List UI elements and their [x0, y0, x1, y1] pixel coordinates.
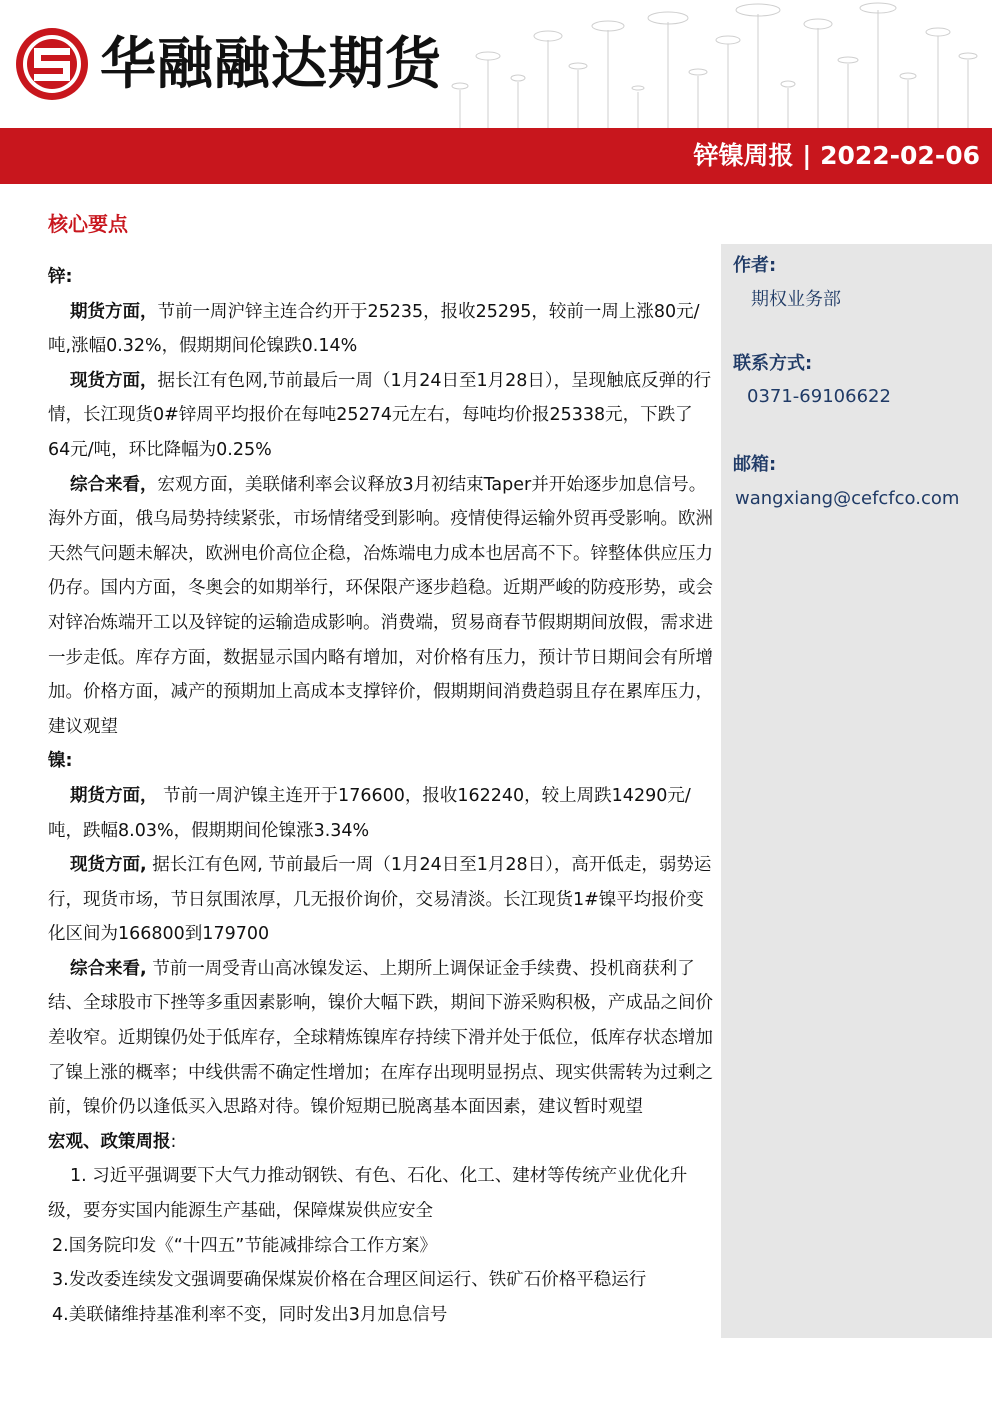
- contact-value: 0371-69106622: [747, 386, 891, 407]
- macro-heading: 宏观、政策周报: [48, 1131, 171, 1152]
- author-label: 作者:: [733, 255, 777, 276]
- nickel-summary-text: 节前一周受青山高冰镍发运、上期所上调保证金手续费、投机商获利了结、全球股市下挫等多重因素影响，镍价大幅下跌，期间下游采购积极，产成品之间价差收窄。近期镍仍处于低库存，全球精炼镍库存持续下滑并处于低位，低库存状态增加了镍上涨的概率；中线供需不确定性增加；在库存出现明显拐点、现实供需转为过剩之前，镍价仍以逢低买入思路对待。镍价短期已脱离基本面因素，建议暂时观望: [48, 958, 713, 1118]
- contact-label: 联系方式:: [733, 353, 813, 374]
- nickel-futures-lead: 期货方面，: [70, 785, 158, 806]
- nickel-spot-paragraph: [48, 848, 713, 952]
- macro-list-item: 3.发改委连续发文强调要确保煤炭价格在合理区间运行、铁矿石价格平稳运行: [52, 1270, 647, 1291]
- main-content: [48, 260, 713, 1332]
- zinc-spot-paragraph: [48, 364, 713, 468]
- nickel-summary-lead: 综合来看,: [70, 958, 147, 979]
- macro-list-item: 2.国务院印发《“十四五”节能减排综合工作方案》: [52, 1235, 437, 1256]
- nickel-heading: 镍:: [48, 751, 73, 772]
- nickel-summary-paragraph: [48, 952, 713, 1125]
- macro-list-item: 4.美联储维持基准利率不变，同时发出3月加息信号: [52, 1304, 448, 1325]
- zinc-summary-paragraph: [48, 468, 713, 745]
- macro-heading-line: [48, 1125, 713, 1160]
- zinc-futures-text: 节前一周沪锌主连合约开于25235，报收25295，较前一周上涨80元/吨,涨幅0.32%，假期期间伦镍跌0.14%: [48, 301, 700, 357]
- nickel-spot-lead: 现货方面,: [70, 855, 147, 876]
- email-label: 邮箱:: [733, 454, 777, 475]
- decorative-pattern: [440, 0, 992, 128]
- section-title: 核心要点: [48, 212, 128, 236]
- zinc-spot-text: 据长江有色网,节前最后一周（1月24日至1月28日），呈现触底反弹的行情，长江现货0#锌周平均报价在每吨25274元左右，每吨均价报25338元，下跌了64元/吨，环比降幅为0.25%: [48, 370, 712, 460]
- author-sidebar: [721, 244, 992, 1338]
- report-title: 锌镍周报 | 2022-02-06: [693, 141, 980, 170]
- macro-list-item: 1. 习近平强调要下大气力推动钢铁、有色、石化、化工、建材等传统产业优化升级，要夯实国内能源生产基础，保障煤炭供应安全: [48, 1166, 688, 1222]
- zinc-summary-text: 宏观方面，美联储利率会议释放3月初结束Taper并开始逐步加息信号。海外方面，俄乌局势持续紧张，市场情绪受到影响。疫情使得运输外贸再受影响。欧洲天然气问题未解决，欧洲电价高位企稳，冶炼端电力成本也居高不下。锌整体供应压力仍存。国内方面，冬奥会的如期举行，环保限产逐步趋稳。近期严峻的防疫形势，或会对锌冶炼端开工以及锌锭的运输造成影响。消费端，贸易商春节假期期间放假，需求进一步走低。库存方面，数据显示国内略有增加，对价格有压力，预计节日期间会有所增加。价格方面，减产的预期加上高成本支撑锌价，假期期间消费趋弱且存在累库压力，建议观望: [48, 474, 713, 737]
- zinc-spot-lead: 现货方面，: [70, 370, 158, 391]
- author-value: 期权业务部: [751, 289, 841, 310]
- macro-heading-colon: :: [170, 1131, 177, 1152]
- email-link[interactable]: wangxiang@cefcfco.com: [735, 488, 960, 509]
- nickel-futures-text: 节前一周沪镍主连开于176600，报收162240，较上周跌14290元/吨，跌幅8.03%，假期期间伦镍涨3.34%: [48, 785, 691, 841]
- zinc-heading: 锌:: [48, 267, 73, 287]
- nickel-futures-paragraph: [48, 779, 713, 848]
- company-logo-icon: [14, 26, 90, 102]
- brand-name: 华融融达期货: [100, 31, 442, 97]
- zinc-summary-lead: 综合来看，: [70, 474, 158, 495]
- report-header: [0, 0, 992, 185]
- zinc-futures-lead: 期货方面，: [70, 301, 158, 322]
- nickel-spot-text: 据长江有色网, 节前最后一周（1月24日至1月28日），高开低走，弱势运行，现货市场，节日氛围浓厚，几无报价询价，交易清淡。长江现货1#镍平均报价变化区间为166800到179700: [48, 855, 712, 945]
- zinc-futures-paragraph: [48, 295, 713, 364]
